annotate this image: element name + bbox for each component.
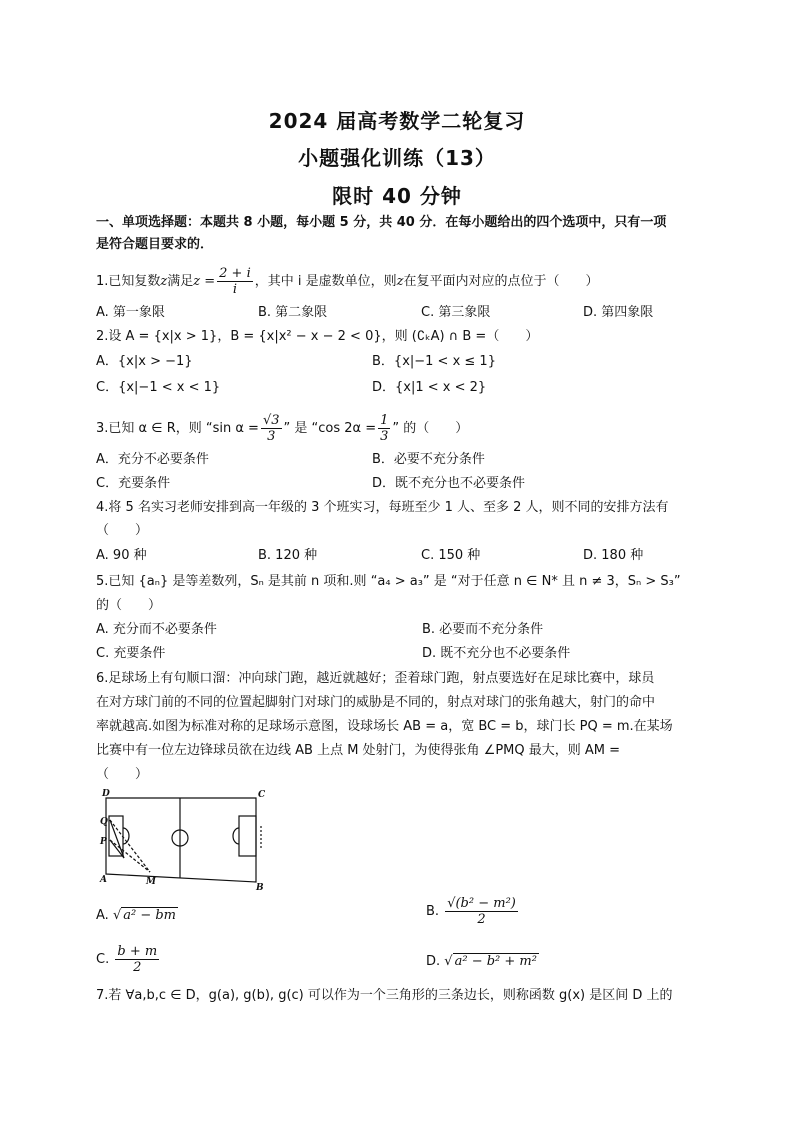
- q6-option-a-expr: a² − bm: [123, 908, 177, 923]
- q5-option-a: A. 充分而不必要条件: [96, 622, 217, 637]
- q1-var-z: z: [160, 274, 168, 289]
- q3-option-d: D．既不充分也不必要条件: [372, 476, 526, 491]
- label-m: M: [146, 877, 156, 887]
- q3-fraction-cos: $\frac{1}{3}$: [380, 413, 389, 444]
- q3-option-b: B．必要不充分条件: [372, 452, 485, 467]
- question-1: 1.已知复数z满足z = $\frac{2 + i}{i}$ ，其中 i 是虚数单位，则z在复平面内对应的点位于（ ）: [96, 266, 599, 297]
- exam-subtitle: 小题强化训练（13）: [298, 146, 496, 170]
- soccer-field-figure: [96, 788, 276, 892]
- q6-option-d: D. √ a² − b² + m²: [426, 954, 537, 969]
- q6-option-c-fraction: $\frac{b + m}{2}$: [117, 944, 158, 975]
- q1-stem-c: ，其中 i 是虚数单位，则: [254, 274, 397, 289]
- question-6-line4: 比赛中有一位左边锋球员欲在边线 AB 上点 M 处射门，为使得张角 ∠PMQ 最大，则 AM =: [96, 743, 621, 758]
- question-6-line3: 率就越高.如图为标准对称的足球场示意图，设球场长 AB = a，宽 BC = b，球门长 PQ = m.在某场: [96, 719, 673, 734]
- q6-option-b: B. $\frac{\text{√(b² − m²)}}{2}$: [426, 896, 516, 927]
- q3-stem-b: ” 是 “cos 2α =: [283, 421, 377, 436]
- label-q: Q: [100, 817, 108, 827]
- q1-option-b: B. 第二象限: [258, 305, 328, 320]
- section-heading-line1: 一、单项选择题：本题共 8 小题，每小题 5 分，共 40 分．在每小题给出的四个选项中，只有一项: [96, 215, 667, 230]
- q6-option-b-fraction: $\frac{\text{√(b² − m²)}}{2}$: [447, 896, 516, 927]
- q4-option-c: C. 150 种: [421, 548, 481, 563]
- q2-option-a: A．{x|x > −1}: [96, 354, 193, 369]
- q3-option-a: A．充分不必要条件: [96, 452, 209, 467]
- q5-option-b: B. 必要而不充分条件: [422, 622, 544, 637]
- q1-stem-d: 在复平面内对应的点位于（ ）: [403, 274, 599, 289]
- q4-option-d: D. 180 种: [583, 548, 644, 563]
- question-7: 7.若 ∀a,b,c ∈ D，g(a), g(b), g(c) 可以作为一个三角形的三条边长，则称函数 g(x) 是区间 D 上的: [96, 988, 673, 1003]
- q3-fraction-sin: $\frac{√3}{3}$: [262, 413, 280, 444]
- q1-stem-b: 满足: [167, 274, 194, 289]
- q3-stem-c: ” 的（ ）: [392, 421, 469, 436]
- question-5-line2: 的（ ）: [96, 598, 162, 613]
- time-limit: 限时 40 分钟: [332, 184, 462, 208]
- right-penalty-arc: [233, 828, 239, 844]
- q1-fraction: $\frac{2 + i}{i}$: [219, 266, 251, 297]
- q2-option-c: C．{x|−1 < x < 1}: [96, 380, 221, 395]
- q3-option-c: C．充要条件: [96, 476, 171, 491]
- question-5-line1: 5.已知 {aₙ} 是等差数列，Sₙ 是其前 n 项和.则 “a₄ > a₃” 是 “对于任意 n ∈ N* 且 n ≠ 3，Sₙ > S₃”: [96, 574, 681, 589]
- question-3: [96, 413, 468, 444]
- question-6-line1: 6.足球场上有句顺口溜：冲向球门跑，越近就越好；歪着球门跑，射点要选好在足球比赛中，球员: [96, 671, 655, 686]
- q6-option-d-expr: a² − b² + m²: [454, 954, 537, 969]
- label-b: B: [256, 883, 264, 892]
- label-p: P: [100, 837, 107, 847]
- q4-option-b: B. 120 种: [258, 548, 318, 563]
- q2-option-b: B．{x|−1 < x ≤ 1}: [372, 354, 496, 369]
- question-6-line5: （ ）: [96, 767, 149, 782]
- q6-option-a: A. √ a² − bm: [96, 908, 177, 923]
- q1-stem-a: 1.已知复数: [96, 274, 161, 289]
- q1-option-c: C. 第三象限: [421, 305, 491, 320]
- q4-option-a: A. 90 种: [96, 548, 147, 563]
- question-4-line2: （ ）: [96, 523, 149, 538]
- shot-line-q: [110, 820, 150, 872]
- q5-option-d: D. 既不充分也不必要条件: [422, 646, 571, 661]
- label-d: D: [102, 789, 110, 799]
- label-c: C: [258, 790, 266, 800]
- q1-option-a: A. 第一象限: [96, 305, 165, 320]
- question-4-line1: 4.将 5 名实习老师安排到高一年级的 3 个班实习，每班至少 1 人、至多 2 人，则不同的安排方法有: [96, 500, 669, 515]
- label-a: A: [100, 875, 107, 885]
- q3-stem-a: 3.已知 α ∈ R，则 “sin α =: [96, 421, 259, 436]
- right-goal-area: [239, 816, 256, 856]
- q5-option-c: C. 充要条件: [96, 646, 166, 661]
- question-6-line2: 在对方球门前的不同的位置起脚射门对球门的威胁是不同的，射点对球门的张角越大，射门的命中: [96, 695, 656, 710]
- q1-option-d: D. 第四象限: [583, 305, 654, 320]
- exam-title: 2024 届高考数学二轮复习: [268, 109, 526, 133]
- section-heading-line2: 是符合题目要求的．: [96, 237, 214, 252]
- question-2: 2.设 A = {x|x > 1}，B = {x|x² − x − 2 < 0}，则 (∁ₖA) ∩ B =（ ）: [96, 329, 539, 344]
- q6-option-c: C. $\frac{b + m}{2}$: [96, 944, 158, 975]
- q2-option-d: D．{x|1 < x < 2}: [372, 380, 487, 395]
